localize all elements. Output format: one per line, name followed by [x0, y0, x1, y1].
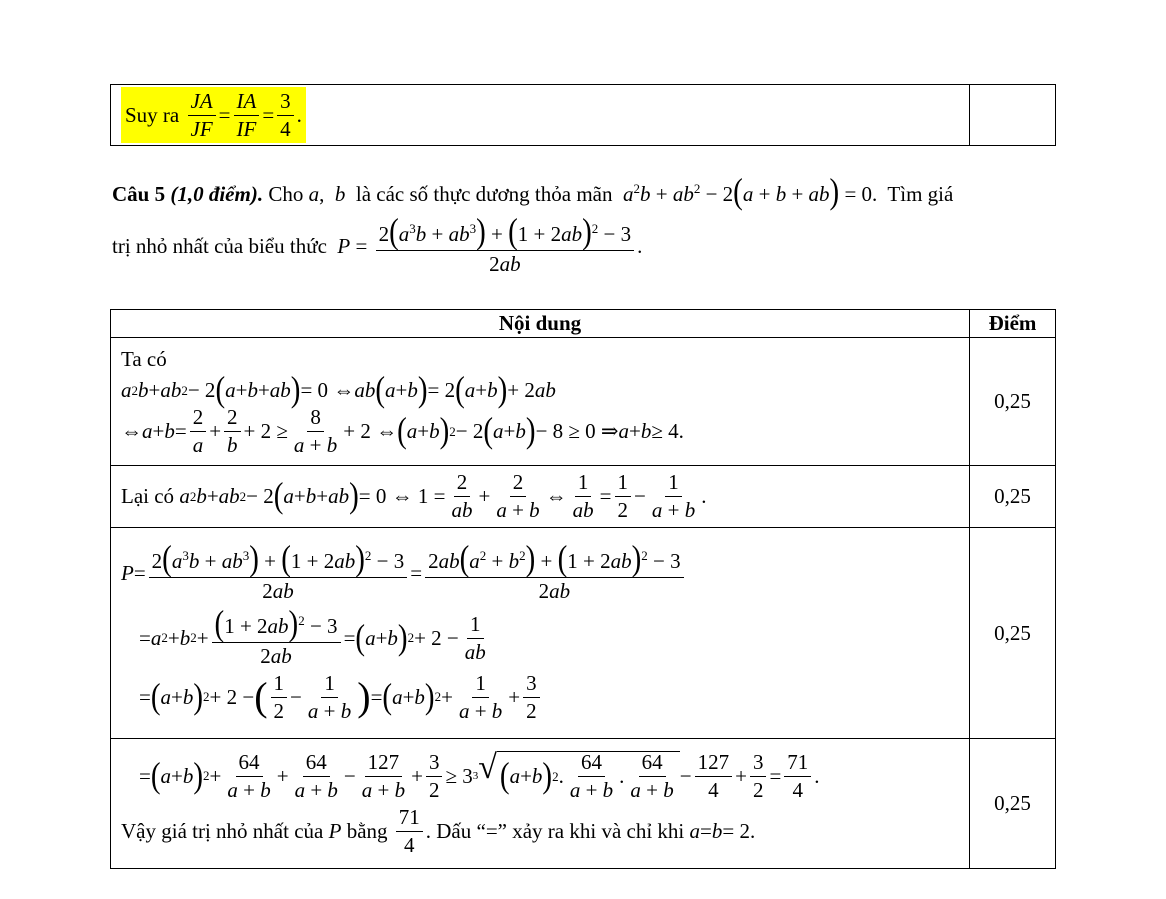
question-label: Câu 5 — [112, 182, 166, 206]
row1-score: 0,25 — [970, 338, 1056, 466]
row2-score: 0,25 — [970, 466, 1056, 528]
previous-answer-table — [110, 84, 1056, 146]
highlighted-conclusion: Suy ra $\frac{JA}{JF}$ = $\frac{IA}{IF}$ = $\frac{3}{4}$ . — [121, 87, 306, 143]
question-statement-line1: Câu 5 (1,0 điểm). Cho a, b là các số thực dương thỏa mãn $a^2b + ab^2 - 2(a + b + ab) = 0$. Tìm giá — [112, 171, 954, 212]
previous-score-cell — [970, 85, 1056, 146]
question-statement-line2: trị nhỏ nhất của biểu thức P = $\frac{2(a^3b + ab^3) + (1 + 2ab)^2 - 3}{2ab}$ . — [112, 211, 643, 276]
row1-content: Ta có a 2 b + ab 2 − 2 ( a + b + ab ) = 0 ⇔ ab ( a + b ) = 2 ( a + b ) + 2 ab ⇔ a + b = $\frac{2}{a}$ + $\frac{2}{b}$ + 2 ≥ $\frac{8}{a + b}$ + 2 ⇔ ( a + b ) 2 − 2 ( a + b ) − 8 ≥ 0 ⇒ a + b ≥ 4. — [111, 338, 970, 466]
row3-score: 0,25 — [970, 528, 1056, 739]
solution-row-3 — [111, 528, 1056, 739]
row3-content: P = $\frac{2(a^3b + ab^3) + (1 + 2ab)^2 - 3}{2ab}$ = $\frac{2ab(a^2 + b^2) + (1 + 2ab)^2 - 3}{2ab}$ = a 2 + b 2 + $\frac{(1 + 2ab)^2 - 3}{2ab}$ = ( a + b ) 2 + 2 − $\frac{1}{ab}$ = ( a + b ) 2 + 2 − ( $\frac{1}{2}$ − $\frac{1}{a + b}$ ) = ( a + b ) 2 + $\frac{1}{a + b}$ + $\frac{3}{2}$ — [111, 528, 970, 739]
row2-content: Lại có a 2 b + ab 2 − 2 ( a + b + ab ) = 0 ⇔ 1 = $\frac{2}{ab}$ + $\frac{2}{a + b}$ ⇔ $\frac{1}{ab}$ = $\frac{1}{2}$ − $\frac{1}{a + b}$ . — [111, 466, 970, 528]
solution-table — [110, 309, 1056, 869]
previous-answer-cell — [111, 85, 970, 146]
solution-row-2 — [111, 466, 1056, 528]
header-content: Nội dung — [111, 310, 970, 338]
solution-row-4 — [111, 739, 1056, 869]
conclusion-label: Suy ra — [125, 102, 180, 127]
solution-row-1 — [111, 338, 1056, 466]
row4-content: = ( a + b ) 2 + $\frac{64}{a + b}$ + $\frac{64}{a + b}$ − $\frac{127}{a + b}$ + $\frac{3}{2}$ ≥ 3 3 √ ( a + b ) 2 . $\frac{64}{a + b}$ . $\frac{64}{a + b}$ − $\frac{127}{4}$ + $\frac{3}{2}$ = $\frac{71}{4}$ . Vậy giá trị nhỏ nhất của P bằng $\frac{71}{4}$ . Dấu “=” xảy ra khi và chỉ khi a = b = 2. — [111, 739, 970, 869]
header-score: Điểm — [970, 310, 1056, 338]
question-points: (1,0 điểm). — [170, 182, 264, 206]
row4-score: 0,25 — [970, 739, 1056, 869]
